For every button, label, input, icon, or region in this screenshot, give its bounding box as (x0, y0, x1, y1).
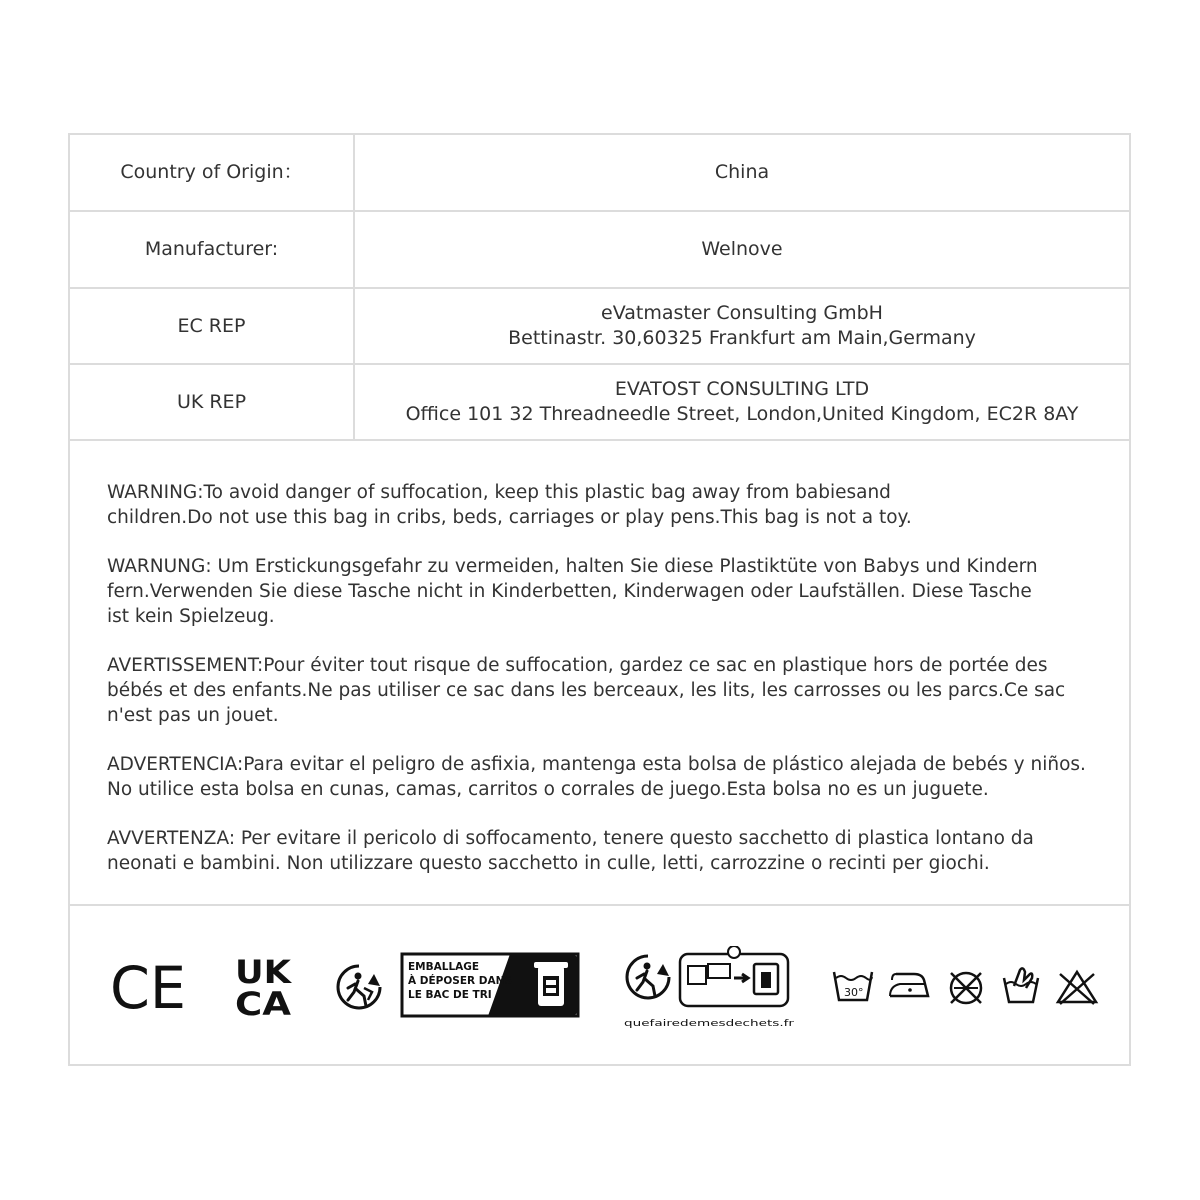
do-not-bleach-icon (1054, 968, 1100, 1006)
triman-sorting-info-icon (622, 946, 797, 1036)
recycling-bin-icon (534, 962, 568, 1006)
warning-english (107, 480, 1107, 530)
product-info-card (68, 133, 1131, 1066)
sorting-label-line-3: LE BAC DE TRI (408, 989, 492, 1001)
wash-30-icon (832, 968, 874, 1004)
sorting-label-line-2: À DÉPOSER DANS (408, 975, 512, 987)
ec-rep-label: EC REP (70, 288, 354, 364)
warning-french (107, 653, 1107, 728)
manufacturer-value-line: Welnove (701, 238, 783, 260)
warning-line: WARNUNG: Um Erstickungsgefahr zu vermeiden, halten Sie diese Plastiktüte von Babys und Kindern (107, 556, 1038, 577)
table-row-manufacturer (70, 211, 1129, 288)
warning-german (107, 554, 1107, 629)
warning-line: AVVERTENZA: Per evitare il pericolo di soffocamento, tenere questo sacchetto di plastica lontano da (107, 828, 1034, 849)
sorting-label-line-1: EMBALLAGE (408, 961, 480, 973)
table-row-uk-rep (70, 364, 1129, 440)
do-not-wring-icon (1000, 964, 1042, 1006)
warning-italian (107, 826, 1107, 876)
warning-line: AVERTISSEMENT:Pour éviter tout risque de suffocation, gardez ce sac en plastique hors de portée des (107, 655, 1048, 676)
ec-rep-address: Bettinastr. 30,60325 Frankfurt am Main,Germany (508, 327, 976, 349)
triman-website: quefairedemesdechets.fr (624, 1019, 795, 1029)
manufacturer-value (354, 211, 1129, 288)
ec-rep-name: eVatmaster Consulting GmbH (601, 302, 883, 324)
warning-line: No utilice esta bolsa en cunas, camas, carritos o corrales de juego.Esta bolsa no es un juguete. (107, 779, 989, 800)
ukca-line-1: UK (235, 953, 293, 991)
symbols-row (70, 906, 1129, 1066)
warning-line: n'est pas un jouet. (107, 705, 279, 726)
sorting-instruction-label (398, 950, 582, 1020)
do-not-dryclean-icon (946, 968, 986, 1008)
uk-rep-value (354, 364, 1129, 440)
warning-line: fern.Verwenden Sie diese Tasche nicht in Kinderbetten, Kinderwagen oder Laufställen. Diese Tasche (107, 581, 1032, 602)
product-info-table (70, 135, 1129, 441)
triman-icon (334, 962, 384, 1012)
origin-label: Country of Origin： (70, 135, 354, 211)
uk-rep-label: UK REP (70, 364, 354, 440)
ce-mark-text: CE (110, 956, 186, 1016)
ukca-mark-icon (233, 953, 295, 1019)
origin-value-line: China (714, 161, 770, 183)
warnings-section (107, 480, 1107, 900)
origin-value (354, 135, 1129, 211)
warning-line: WARNING:To avoid danger of suffocation, keep this plastic bag away from babiesand (107, 482, 891, 503)
uk-rep-name: EVATOST CONSULTING LTD (614, 378, 870, 400)
warning-line: children.Do not use this bag in cribs, beds, carriages or play pens.This bag is not a toy. (107, 507, 912, 528)
iron-low-icon (886, 968, 932, 1002)
wash-temperature: 30° (844, 986, 864, 999)
warning-line: neonati e bambini. Non utilizzare questo sacchetto in culle, letti, carrozzine o recinti per giochi. (107, 853, 990, 874)
ec-rep-value (354, 288, 1129, 364)
table-row-origin (70, 135, 1129, 211)
warning-line: ist kein Spielzeug. (107, 606, 275, 627)
manufacturer-label: Manufacturer: (70, 211, 354, 288)
warning-line: ADVERTENCIA:Para evitar el peligro de asfixia, mantenga esta bolsa de plástico alejada de bebés y niños. (107, 754, 1086, 775)
ukca-line-2: CA (235, 985, 292, 1019)
table-row-ec-rep (70, 288, 1129, 364)
warning-spanish (107, 752, 1107, 802)
warning-line: bébés et des enfants.Ne pas utiliser ce sac dans les berceaux, les lits, les carrosses ou les parcs.Ce sac (107, 680, 1066, 701)
ce-mark-icon (108, 956, 188, 1016)
uk-rep-address: Office 101 32 Threadneedle Street, London,United Kingdom, EC2R 8AY (405, 403, 1079, 425)
